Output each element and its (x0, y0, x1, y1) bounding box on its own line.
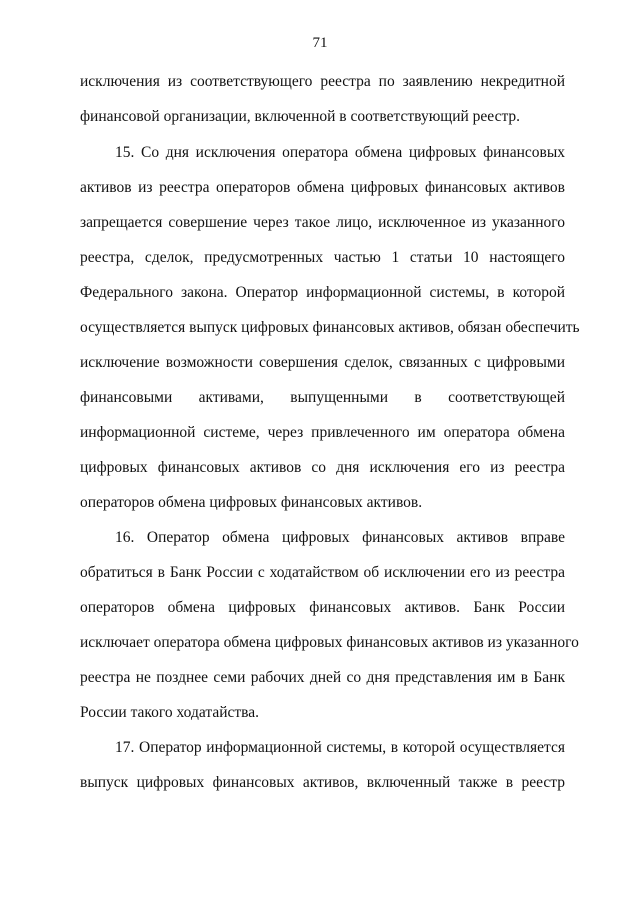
text-line: исключает оператора обмена цифровых финансовых активов из указанного (80, 634, 579, 651)
text-line: осуществляется выпуск цифровых финансовых активов, обязан обеспечить (80, 319, 580, 336)
text-line: активов из реестра операторов обмена цифровых финансовых активов (80, 179, 565, 196)
paragraph-15-start: 15. Со дня исключения оператора обмена цифровых финансовых (115, 144, 565, 161)
paragraph-16-start: 16. Оператор обмена цифровых финансовых активов вправе (115, 529, 565, 546)
text-line: Федерального закона. Оператор информационной системы, в которой (80, 284, 565, 301)
text-line: реестра не позднее семи рабочих дней со дня представления им в Банк (80, 669, 565, 686)
text-line: цифровых финансовых активов со дня исключения его из реестра (80, 459, 565, 476)
text-line: исключения из соответствующего реестра по заявлению некредитной (80, 73, 565, 90)
text-line: операторов обмена цифровых финансовых активов. Банк России (80, 599, 565, 616)
text-line: информационной системе, через привлеченного им оператора обмена (80, 424, 565, 441)
text-line: России такого ходатайства. (80, 704, 260, 721)
text-line: финансовой организации, включенной в соответствующий реестр. (80, 108, 521, 125)
text-line: финансовыми активами, выпущенными в соответствующей (80, 389, 565, 406)
text-line: запрещается совершение через такое лицо, исключенное из указанного (80, 214, 565, 231)
text-line: операторов обмена цифровых финансовых активов. (80, 494, 423, 511)
text-line: реестра, сделок, предусмотренных частью 1 статьи 10 настоящего (80, 249, 565, 266)
text-line: обратиться в Банк России с ходатайством об исключении его из реестра (80, 564, 565, 581)
paragraph-17-start: 17. Оператор информационной системы, в которой осуществляется (115, 739, 565, 756)
page-number: 71 (312, 35, 328, 51)
text-line: выпуск цифровых финансовых активов, включенный также в реестр (80, 774, 565, 791)
text-line: исключение возможности совершения сделок, связанных с цифровыми (80, 354, 565, 371)
